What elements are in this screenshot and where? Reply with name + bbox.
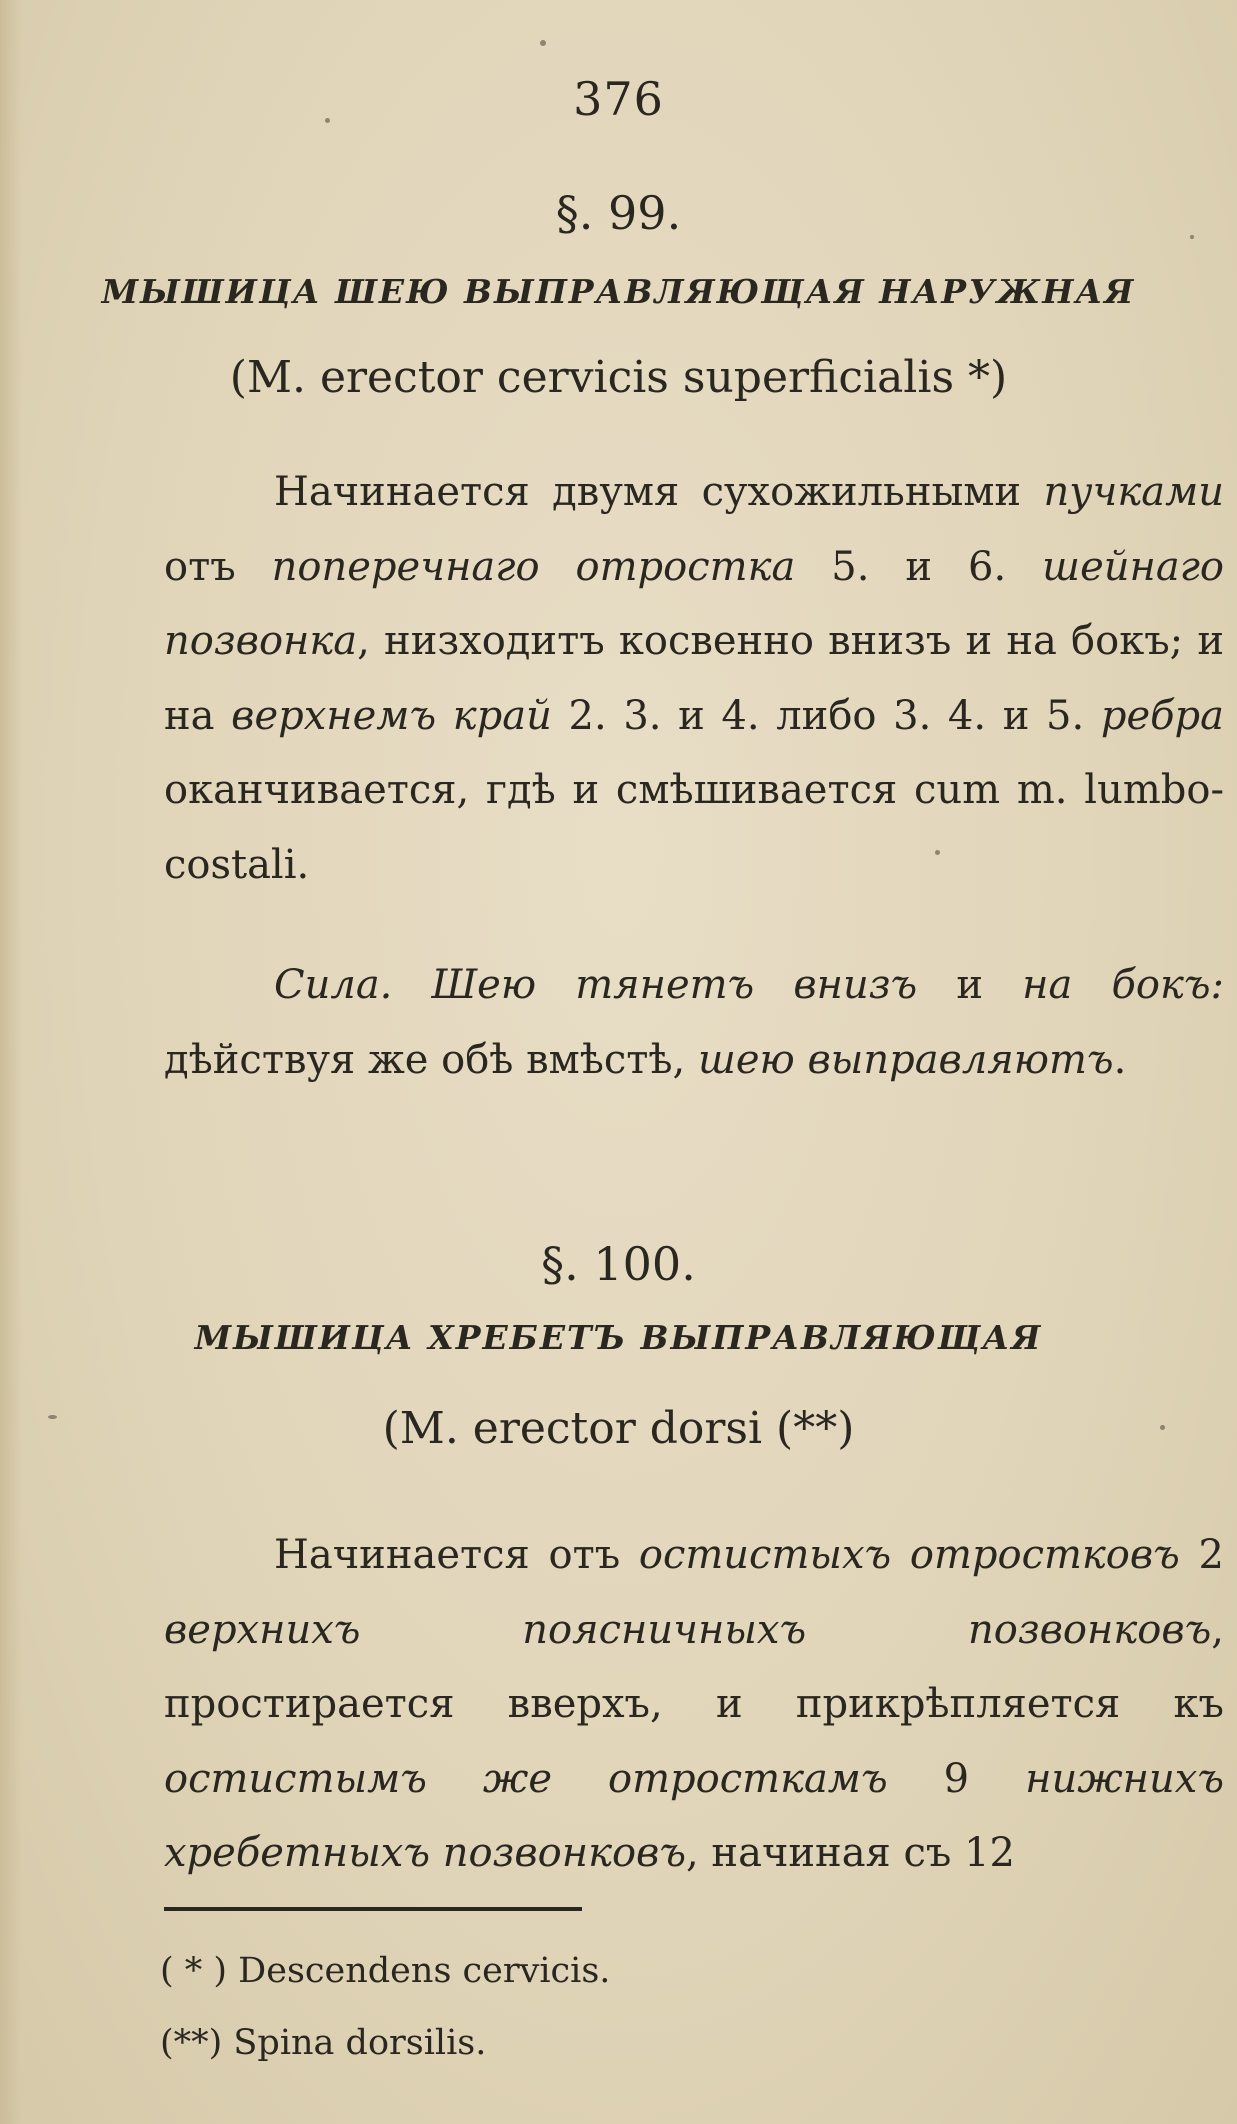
paper-speck — [48, 1415, 57, 1419]
paragraph-origin-99 — [164, 455, 1224, 902]
italic-run: верхнихъ поясничныхъ позвонковъ — [164, 1606, 1212, 1653]
italic-run: нижнихъ хребетныхъ позвонковъ — [164, 1755, 1224, 1876]
section-heading-100: МЫШИЦА ХРЕБЕТЪ ВЫПРАВЛЯЮЩАЯ — [194, 1318, 1043, 1357]
italic-run: пучками — [1043, 469, 1224, 515]
text-run: 2 — [1179, 1532, 1225, 1578]
text-run: 9 — [887, 1755, 1026, 1802]
text-run: и — [917, 962, 1023, 1008]
text-run: . — [1113, 1036, 1127, 1083]
italic-run: верхнемъ край — [231, 692, 552, 739]
page-number: 376 — [573, 72, 664, 126]
text-run: отъ — [164, 543, 272, 590]
text-run: , низходитъ косвенно внизъ и на бокъ; и на — [164, 618, 1224, 739]
footnote-2: (**) Spina dorsilis. — [160, 2023, 487, 2063]
paragraph-origin-100 — [164, 1518, 1224, 1891]
paper-speck — [1190, 235, 1194, 239]
paper-speck — [935, 850, 940, 855]
section-heading-99: МЫШИЦА ШЕЮ ВЫПРАВЛЯЮЩАЯ НАРУЖНАЯ — [101, 272, 1136, 311]
paragraph-action-99 — [164, 948, 1224, 1097]
section-mark-100: §. 100. — [541, 1237, 696, 1291]
latin-name-99: (M. erector cervicis superficialis *) — [229, 352, 1008, 403]
footnotes — [160, 1935, 610, 2079]
paper-speck — [325, 118, 330, 123]
italic-run: шею выправляютъ — [697, 1036, 1114, 1083]
text-run: дѣйствуя же обѣ вмѣстѣ, — [164, 1036, 698, 1083]
text-run: оканчивается, гдѣ и смѣшивается cum m. lumbo-costali. — [164, 767, 1224, 888]
italic-run: остистымъ же отросткамъ — [164, 1755, 888, 1802]
text-run: , начиная съ 12 — [686, 1830, 1015, 1876]
italic-run: поперечнаго отростка — [271, 543, 796, 590]
paper-speck — [1160, 1425, 1165, 1430]
italic-run: на бокъ: — [1022, 962, 1225, 1008]
latin-name-100: (M. erector dorsi (**) — [382, 1403, 855, 1454]
text-run: 2. 3. и 4. либо 3. 4. и 5. — [551, 692, 1101, 739]
text-run: , простирается вверхъ, и прикрѣпляется къ — [164, 1606, 1224, 1727]
paper-speck — [540, 40, 546, 46]
italic-run: Сила. Шею тянетъ внизъ — [274, 962, 918, 1008]
footnote-1: ( * ) Descendens cervicis. — [160, 1951, 611, 1991]
italic-run: ребра — [1100, 692, 1225, 739]
text-run: Начинается двумя сухожильными — [274, 469, 1044, 515]
italic-run: остистыхъ отростковъ — [638, 1532, 1180, 1578]
text-run: 5. и 6. — [795, 543, 1043, 590]
section-mark-99: §. 99. — [555, 186, 682, 240]
text-run: Начинается отъ — [274, 1532, 639, 1578]
footnote-rule — [164, 1907, 582, 1911]
page-gutter-shadow — [0, 0, 22, 2124]
italic-run: шейнаго позвонка — [164, 543, 1224, 664]
